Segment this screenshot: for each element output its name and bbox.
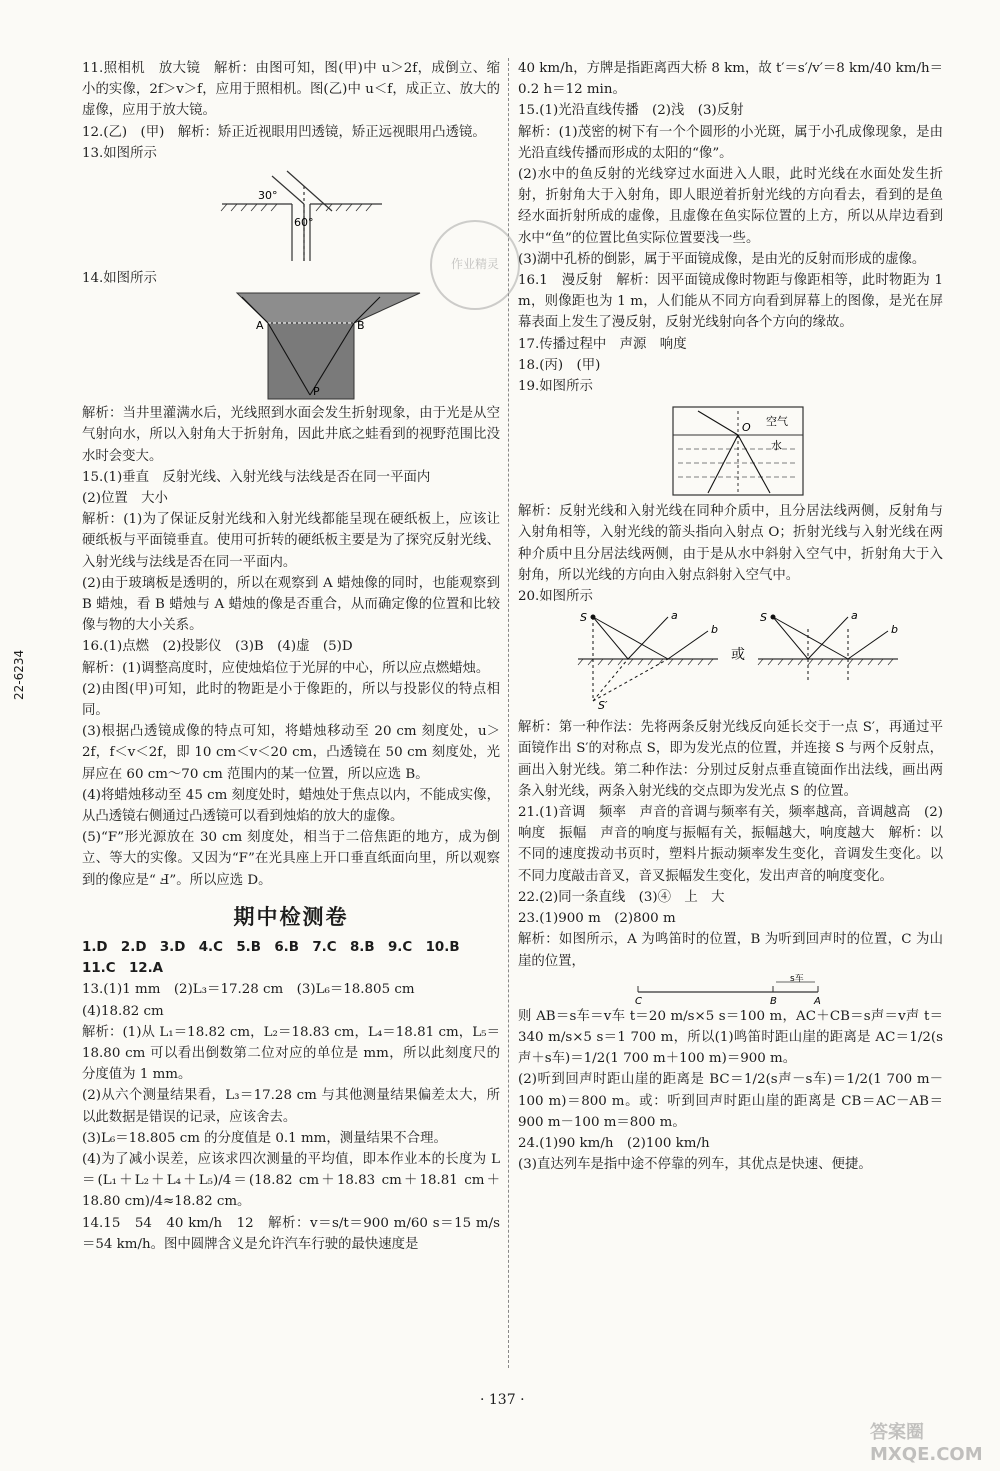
label-a: A bbox=[256, 319, 264, 333]
page-number: · 137 · bbox=[480, 1392, 525, 1408]
section-title: 期中检测卷 bbox=[233, 904, 349, 929]
analysis-23-intro: 解析：如图所示，A 为鸣笛时的位置，B 为听到回声时的位置，C 为山崖的位置， bbox=[518, 932, 943, 969]
analysis-15-r3: (3)湖中孔桥的倒影，属于平面镜成像，是由光的反射而形成的虚像。 bbox=[518, 251, 926, 267]
item-13-4: (4)18.82 cm bbox=[82, 1003, 164, 1019]
side-code: 22-6234 bbox=[12, 649, 26, 700]
analysis-16-1: 解析：(1)调整高度时，应使烛焰位于光屏的中心，所以应点燃蜡烛。 bbox=[82, 660, 490, 676]
item-14: 14.如图所示 bbox=[82, 271, 157, 287]
analysis-13-4: (4)为了减小误差，应该求四次测量的平均值，即本作业本的长度为 L＝(L₁＋L₂＋L₄＋L₅)/4＝(18.82 cm＋18.83 cm＋18.81 cm＋18.80 cm)/4≈18.82 cm。 bbox=[82, 1151, 500, 1210]
item-17: 17.传播过程中 声源 响度 bbox=[518, 336, 687, 352]
right-column bbox=[518, 58, 943, 1175]
item-15-right: 15.(1)光沿直线传播 (2)浅 (3)反射 bbox=[518, 103, 744, 119]
fig20-label-b1: b bbox=[711, 623, 718, 637]
fig23-label-a: A bbox=[814, 995, 821, 1004]
analysis-16-5: (5)“F”形光源放在 30 cm 刻度处，相当于二倍焦距的地方，成为倒立、等大的实像。又因为“F”在光具座上开口垂直纸面向里，所以观察到的像应是“ Ⅎ”。所以应选 D。 bbox=[82, 830, 500, 888]
fig20-label-s1: S bbox=[580, 611, 587, 625]
figure-19 bbox=[518, 399, 943, 499]
label-p: P bbox=[313, 385, 320, 399]
analysis-13-1: 解析：(1)从 L₁＝18.82 cm，L₂＝18.83 cm，L₄＝18.81 cm，L₅＝18.80 cm 可以看出倒数第二位对应的单位是 mm，所以此刻度尺的分度值为 1 mm。 bbox=[82, 1024, 500, 1083]
analysis-13-2: (2)从六个测量结果看，L₃＝17.28 cm 与其他测量结果偏差太大，所以此数据是错误的记录，应该舍去。 bbox=[82, 1088, 500, 1125]
analysis-15-1: 解析：(1)为了保证反射光线和入射光线都能呈现在硬纸板上，应该让硬纸板与平面镜垂直。使用可折转的硬纸板主要是为了探究反射光线、入射光线与法线是否在同一平面内。 bbox=[82, 512, 500, 570]
label-air: 空气 bbox=[766, 415, 788, 429]
analysis-16-2: (2)由图(甲)可知，此时的物距是小于像距的，所以与投影仪的特点相同。 bbox=[82, 681, 500, 719]
item-23: 23.(1)900 m (2)800 m bbox=[518, 911, 676, 927]
fig20-or: 或 bbox=[731, 647, 745, 664]
figure-23 bbox=[518, 974, 943, 1004]
answers-11-12: 11.C 12.A bbox=[82, 961, 164, 977]
analysis-16-3: (3)根据凸透镜成像的特点可知，将蜡烛移动至 20 cm 刻度处，u＞2f，f＜v＜2f，即 10 cm＜v＜20 cm，凸透镜在 50 cm 刻度处，光屏应在 60 cm～70 cm 范围内的某一位置，所以应选 B。 bbox=[82, 724, 500, 782]
item-15-2: (2)位置 大小 bbox=[82, 491, 168, 507]
item-12: 12.(乙) (甲) 解析：矫正近视眼用凹透镜，矫正远视眼用凸透镜。 bbox=[82, 124, 486, 140]
analysis-15-r1: 解析：(1)茂密的树下有一个个圆形的小光斑，属于小孔成像现象，是由光沿直线传播而形成的太阳的“像”。 bbox=[518, 124, 943, 161]
fig20-label-sprime: S′ bbox=[598, 699, 608, 713]
item-24: 24.(1)90 km/h (2)100 km/h bbox=[518, 1135, 710, 1151]
label-water: 水 bbox=[771, 439, 782, 453]
figure-14 bbox=[82, 291, 500, 401]
item-19: 19.如图所示 bbox=[518, 379, 593, 395]
item-11: 11.照相机 放大镜 解析：由图可知，图(甲)中 u＞2f，成倒立、缩小的实像，2f＞v＞f，应用于照相机。图(乙)中 u＜f，成正立、放大的虚像，应用于放大镜。 bbox=[82, 61, 500, 119]
analysis-15-2: (2)由于玻璃板是透明的，所以在观察到 A 蜡烛像的同时，也能观察到 B 蜡烛，看 B 蜡烛与 A 蜡烛的像是否重合，从而确定像的位置和比较像与物的大小关系。 bbox=[82, 575, 500, 634]
fig20-label-a1: a bbox=[671, 609, 678, 623]
label-b: B bbox=[357, 319, 365, 333]
angle-label-60: 60° bbox=[294, 216, 314, 230]
analysis-14: 解析：当井里灌满水后，光线照到水面会发生折射现象，由于光是从空气射向水，所以入射角大于折射角，因此井底之蛙看到的视野范围比没水时会变大。 bbox=[82, 406, 500, 464]
item-14-midterm: 14.15 54 40 km/h 12 解析：v＝s/t＝900 m/60 s＝15 m/s＝54 km/h。图中圆牌含义是允许汽车行驶的最快速度是 bbox=[82, 1215, 500, 1252]
analysis-23-1: 则 AB＝s车＝v车 t＝20 m/s×5 s＝100 m，AC＋CB＝s声＝v声 t＝340 m/s×5 s＝1 700 m，所以(1)鸣笛时距山崖的距离是 AC＝1/2(s声＋s车)＝1/2(1 700 m＋100 m)＝900 m。 bbox=[518, 1008, 943, 1067]
analysis-15-r2: (2)水中的鱼反射的光线穿过水面进入人眼，此时光线在水面处发生折射，折射角大于入射角，即人眼逆着折射光线的方向看去，看到的是鱼经水面折射所成的虚像，且虚像在鱼实际位置的上方，所以从岸边看到水中“鱼”的位置比鱼实际位置要浅一些。 bbox=[518, 167, 943, 246]
item-18: 18.(丙) (甲) bbox=[518, 357, 601, 373]
answers-1-10: 1.D 2.D 3.D 4.C 5.B 6.B 7.C 8.B 9.C 10.B bbox=[82, 939, 460, 955]
fig23-label-c: C bbox=[635, 995, 642, 1004]
fig20-label-s2: S bbox=[760, 611, 767, 625]
point-o: O bbox=[742, 421, 751, 435]
item-21: 21.(1)音调 频率 声音的音调与频率有关，频率越高，音调越高 (2)响度 振幅 声音的响度与振幅有关，振幅越大，响度越大 解析：以不同的速度拨动书页时，塑料片振动频率发生变化，音调发生变化。以不同力度敲击音叉，音叉振幅发生变化，发出声音的响度变化。 bbox=[518, 805, 943, 884]
fig20-label-a2: a bbox=[851, 609, 858, 623]
item-13: 13.如图所示 bbox=[82, 145, 157, 161]
item-15: 15.(1)垂直 反射光线、入射光线与法线是否在同一平面内 bbox=[82, 469, 431, 485]
analysis-23-2: (2)听到回声时距山崖的距离是 BC＝1/2(s声－s车)＝1/2(1 700 m－100 m)＝800 m。或：听到回声时距山崖的距离是 CB＝AC－AB＝900 m－100 m＝800 m。 bbox=[518, 1072, 943, 1130]
item-16: 16.(1)点燃 (2)投影仪 (3)B (4)虚 (5)D bbox=[82, 639, 353, 655]
analysis-13-3: (3)L₆＝18.805 cm 的分度值是 0.1 mm，测量结果不合理。 bbox=[82, 1130, 447, 1146]
fig23-label-b: B bbox=[770, 995, 777, 1004]
item-22: 22.(2)同一条直线 (3)④ 上 大 bbox=[518, 889, 725, 905]
watermark-stamp: 作业精灵 bbox=[430, 220, 520, 310]
item-24-3: (3)直达列车是指中途不停靠的列车，其优点是快速、便捷。 bbox=[518, 1157, 872, 1173]
item-16-right: 16.1 漫反射 解析：因平面镜成像时物距与像距相等，此时物距为 1 m，则像距也为 1 m，人们能从不同方向看到屏幕上的图像，是光在屏幕表面上发生了漫反射，反射光线射向各个方向的缘故。 bbox=[518, 273, 943, 331]
figure-20 bbox=[518, 609, 943, 715]
item-20: 20.如图所示 bbox=[518, 589, 593, 605]
fig20-label-b2: b bbox=[891, 623, 898, 637]
fig23-s-label: s车 bbox=[790, 973, 804, 984]
footer-logo: 答案圈 MXQE.COM bbox=[870, 1422, 983, 1465]
angle-label-30: 30° bbox=[258, 189, 278, 203]
analysis-16-4: (4)将蜡烛移动至 45 cm 刻度处时，蜡烛处于焦点以内，不能成实像，从凸透镜右侧通过凸透镜可以看到烛焰的放大的虚像。 bbox=[82, 787, 500, 825]
item-13-midterm: 13.(1)1 mm (2)L₃＝17.28 cm (3)L₆＝18.805 cm bbox=[82, 982, 415, 998]
analysis-20: 解析：第一种作法：先将两条反射光线反向延长交于一点 S′，再通过平面镜作出 S′的对称点 S，即为发光点的位置，并连接 S 与两个反射点，画出入射光线。第二种作法：分别过反射点垂直镜面作出法线，画出两条入射光线，两条入射光线的交点即为发光点 S 的位置。 bbox=[518, 720, 943, 799]
item-14-continued: 40 km/h，方牌是指距离西大桥 8 km，故 t′＝s′/v′＝8 km/40 km/h＝0.2 h＝12 min。 bbox=[518, 61, 943, 98]
analysis-19: 解析：反射光线和入射光线在同种介质中，且分居法线两侧，反射角与入射角相等，入射光线的箭头指向入射点 O；折射光线与入射光线在两种介质中且分居法线两侧，由于是从水中斜射入空气中，折射角大于入射角，所以光线的方向由入射点斜射入空气中。 bbox=[518, 504, 943, 583]
left-column bbox=[82, 58, 500, 1255]
